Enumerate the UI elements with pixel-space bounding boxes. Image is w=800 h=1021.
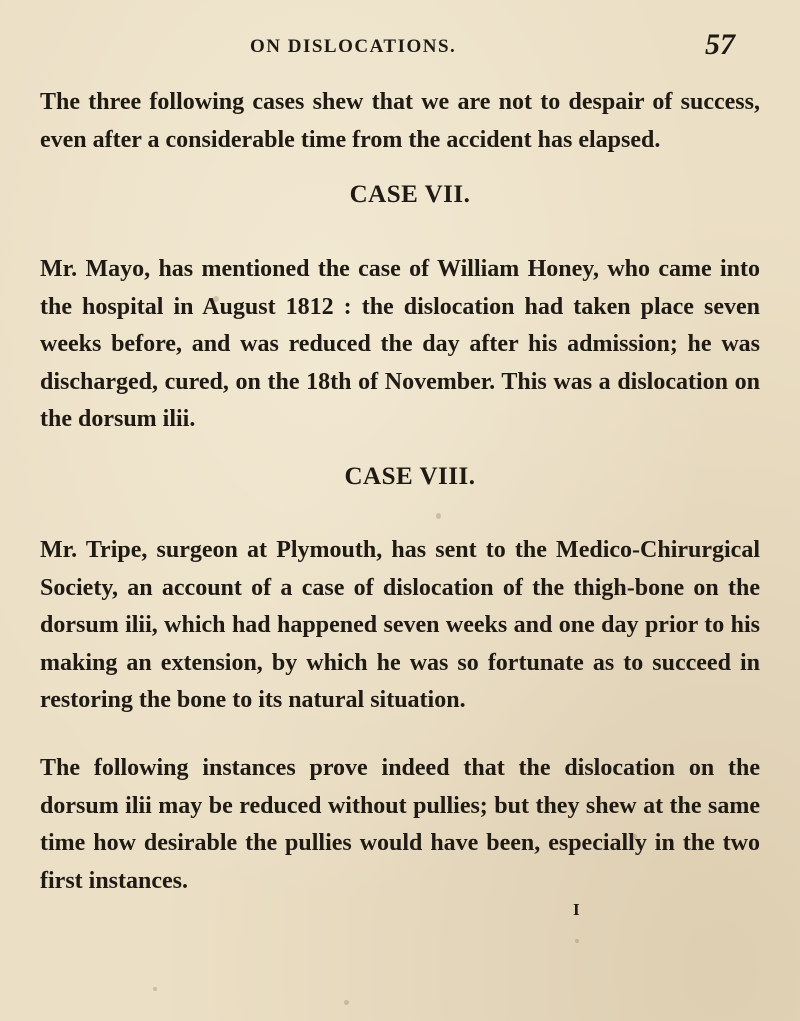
intro-paragraph: The three following cases shew that we are not to despair of success, even after a considerable time from the accident has elapsed. [40, 89, 760, 153]
case-vii-heading: CASE VII. [349, 181, 471, 208]
foxing-spot [153, 987, 157, 991]
closing-paragraph: The following instances prove indeed that the dislocation on the dorsum ilii may be reduced without pullies; but they shew at the same time how desirable the pullies would have been, especially in the two first instances. [40, 755, 760, 894]
foxing-spot [632, 834, 637, 839]
case-vii-paragraph: Mr. Mayo, has mentioned the case of William Honey, who came into the hospital in August 1812 : the dislocation had taken place seven weeks before, and was reduced the day after his admission; he was discharged, cured, on the 18th of November. This was a dislocation on the dorsum ilii. [40, 256, 760, 432]
foxing-spot [575, 939, 579, 943]
foxing-spot [213, 296, 219, 302]
running-title: ON DISLOCATIONS. [250, 36, 457, 57]
foxing-spot [436, 513, 441, 519]
page-number: 57 [705, 28, 735, 61]
case-viii-paragraph: Mr. Tripe, surgeon at Plymouth, has sent to the Medico-Chirurgical Society, an account of a case of dislocation of the thigh-bone on the dorsum ilii, which had happened seven weeks and one day prior to his making an extension, by which he was so fortunate as to succeed in restoring the bone to its natural situation. [40, 537, 760, 713]
signature-mark: I [573, 900, 580, 919]
foxing-spot [344, 1000, 349, 1005]
case-viii-heading: CASE VIII. [344, 463, 476, 490]
running-head [0, 26, 800, 66]
